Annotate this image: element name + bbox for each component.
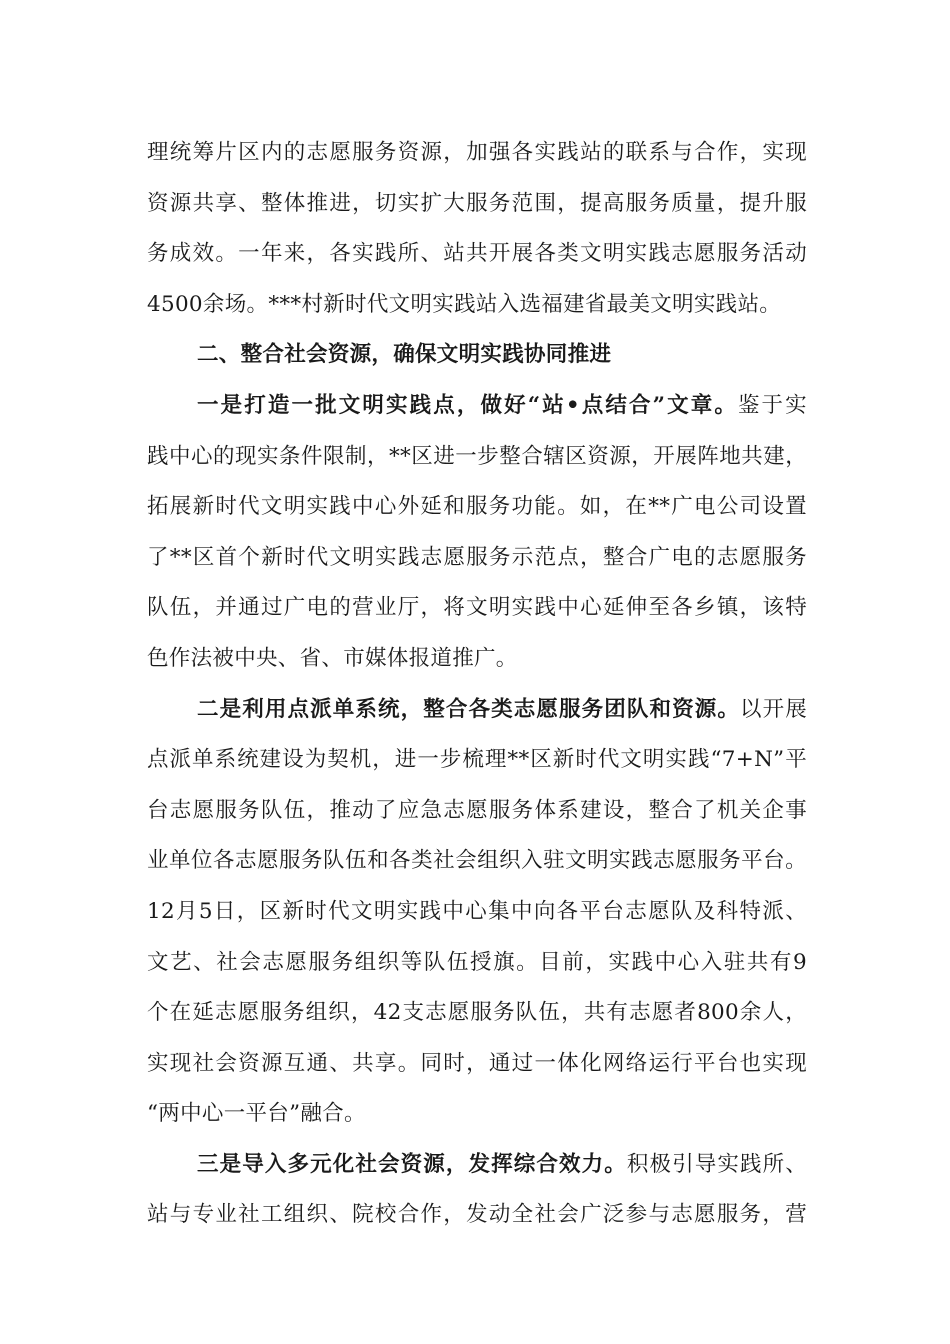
text-line: 资源共享、整体推进，切实扩大服务范围，提高服务质量，提升服 [147,190,807,216]
text-line: 台志愿服务队伍，推动了应急志愿服务体系建设，整合了机关企事 [147,797,807,823]
paragraph-lead: 一是打造一批文明实践点，做好“站•点结合”文章。 [197,392,738,418]
paragraph-first-line [147,685,807,736]
text-line: 业单位各志愿服务队伍和各类社会组织入驻文明实践志愿服务平台。 [147,848,807,874]
text-line: “两中心一平台”融合。 [147,1101,366,1127]
text-line: 站与专业社工组织、院校合作，发动全社会广泛参与志愿服务，营 [147,1202,807,1228]
text-line: 文艺、社会志愿服务组织等队伍授旗。目前，实践中心入驻共有9 [147,949,807,975]
text-line: 践中心的现实条件限制，**区进一步整合辖区资源，开展阵地共建， [147,443,807,469]
text-line: 实现社会资源互通、共享。同时，通过一体化网络运行平台也实现 [147,1050,807,1076]
text-line: 12月5日，区新时代文明实践中心集中向各平台志愿队及科特派、 [147,898,807,924]
text-line: 务成效。一年来，各实践所、站共开展各类文明实践志愿服务活动 [147,241,807,267]
paragraph-lead: 三是导入多元化社会资源，发挥综合效力。 [197,1151,627,1177]
text-line: 理统筹片区内的志愿服务资源，加强各实践站的联系与合作，实现 [147,140,807,165]
paragraph-first-line [147,381,807,432]
text-segment: 鉴于实 [737,392,807,418]
text-line: 点派单系统建设为契机，进一步梳理**区新时代文明实践“7+N”平 [147,747,807,773]
section-heading: 二、整合社会资源，确保文明实践协同推进 [197,342,612,368]
text-line: 色作法被中央、省、市媒体报道推广。 [147,645,518,671]
text-line: 队伍，并通过广电的营业厅，将文明实践中心延伸至各乡镇，该特 [147,595,807,621]
text-line: 个在延志愿服务组织，42支志愿服务队伍，共有志愿者800余人， [147,1000,807,1026]
paragraph-first-line [147,1140,807,1191]
text-line: 拓展新时代文明实践中心外延和服务功能。如，在**广电公司设置 [147,494,807,520]
document-page [147,128,807,1241]
text-segment: 以开展 [739,696,807,722]
paragraph-lead: 二是利用点派单系统，整合各类志愿服务团队和资源。 [197,696,740,722]
text-line: 4500余场。***村新时代文明实践站入选福建省最美文明实践站。 [147,291,782,317]
text-segment: 积极引导实践所、 [626,1151,808,1177]
text-line: 了**区首个新时代文明实践志愿服务示范点，整合广电的志愿服务 [147,544,807,570]
